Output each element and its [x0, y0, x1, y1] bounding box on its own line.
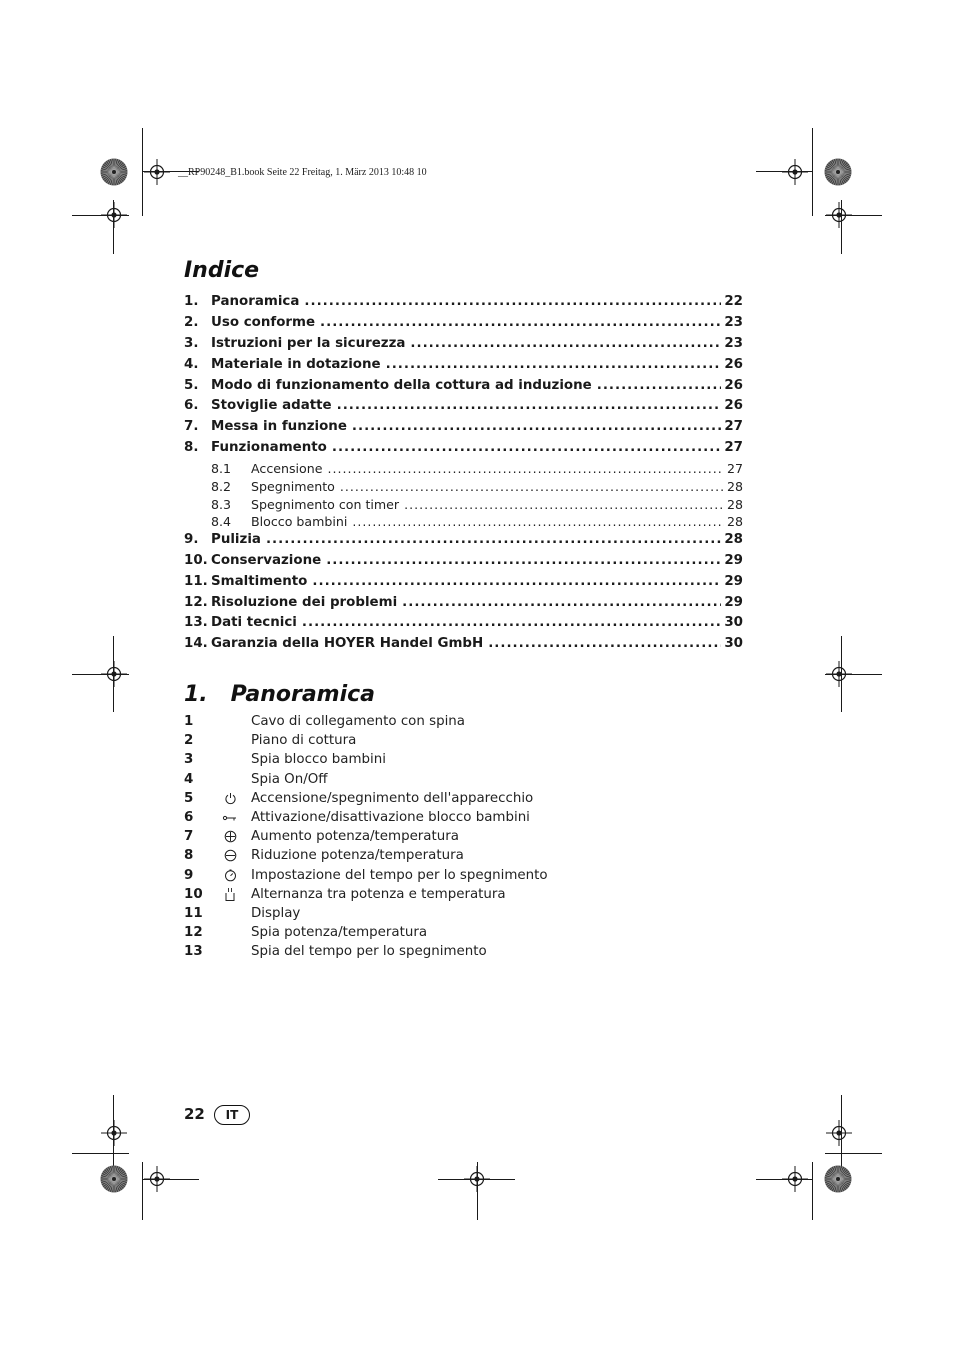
toc-entry-title: Dati tecnici — [211, 615, 297, 631]
parts-list-item — [184, 885, 744, 904]
minus-circle-icon — [209, 849, 251, 862]
toc-entry-number: 8.4 — [211, 514, 232, 530]
toc-entry-title: Stoviglie adatte — [211, 398, 332, 414]
toc-dot-leader — [404, 497, 724, 512]
print-header: __RP90248_B1.book Seite 22 Freitag, 1. März 2013 10:48 10 — [178, 167, 427, 178]
color-bar-icon — [99, 1164, 129, 1194]
registration-mark-icon — [782, 159, 808, 185]
toc-entry-page: 23 — [724, 314, 743, 330]
crop-mark-line — [825, 215, 882, 216]
toc-entry-title: Uso conforme — [211, 314, 316, 330]
toc-entry — [184, 336, 743, 357]
crop-mark-line — [72, 215, 129, 216]
toc-entry — [184, 514, 743, 532]
toc-dot-leader — [410, 336, 721, 351]
toc-entry — [184, 479, 743, 497]
toc-dot-leader — [266, 532, 721, 547]
part-label: Cavo di collegamento con spina — [251, 714, 466, 730]
toc-entry-page: 28 — [724, 531, 743, 547]
part-label: Aumento potenza/temperatura — [251, 829, 459, 845]
parts-list-item — [184, 789, 744, 808]
crop-mark-line — [142, 1162, 143, 1220]
crop-mark-line — [841, 1095, 842, 1171]
parts-list-item — [184, 846, 744, 865]
toc-entry — [184, 497, 743, 515]
part-number: 4 — [184, 771, 194, 787]
toc-entry-number: 7. — [184, 419, 199, 435]
toc-entry — [184, 315, 743, 336]
toc-entry — [184, 532, 743, 553]
crop-mark-line — [841, 200, 842, 254]
toc-entry-title: Modo di funzionamento della cottura ad induzione — [211, 377, 592, 393]
toc-dot-leader — [326, 553, 721, 568]
toc-entry-title: Funzionamento — [211, 440, 327, 456]
parts-list-item — [184, 712, 744, 731]
toc-entry-number: 2. — [184, 314, 199, 330]
toc-dot-leader — [327, 461, 724, 476]
toc-entry-number: 6. — [184, 398, 199, 414]
part-label: Display — [251, 905, 301, 921]
toc-dot-leader — [302, 615, 721, 630]
toc-entry-number: 1. — [184, 294, 199, 309]
toc-entry-title: Istruzioni per la sicurezza — [211, 335, 406, 351]
toc-entry — [184, 461, 743, 479]
toc-dot-leader — [597, 378, 722, 393]
toc-entry — [184, 553, 743, 574]
part-number: 10 — [184, 886, 203, 902]
toc-entry-title: Smaltimento — [211, 573, 308, 589]
toc-entry — [184, 294, 743, 315]
toc-entry-page: 27 — [724, 440, 743, 456]
toc-entry-page: 26 — [724, 377, 743, 393]
toc-dot-leader — [386, 357, 722, 372]
parts-list-item — [184, 942, 744, 961]
toc-entry — [184, 574, 743, 595]
toc-entry-title: Accensione — [251, 461, 323, 477]
registration-mark-icon — [144, 159, 170, 185]
toc-title: Indice — [184, 258, 260, 283]
toc-dot-leader — [352, 419, 721, 434]
toc-entry — [184, 398, 743, 419]
part-label: Accensione/spegnimento dell'apparecchio — [251, 790, 534, 806]
color-bar-icon — [823, 1164, 853, 1194]
toc-entry-page: 30 — [724, 615, 743, 631]
crop-mark-line — [72, 674, 129, 675]
toc-entry-page: 29 — [724, 552, 743, 568]
toc-entry-number: 11. — [184, 573, 208, 589]
crop-mark-line — [756, 1179, 813, 1180]
part-label: Spia potenza/temperatura — [251, 925, 428, 941]
toc-dot-leader — [488, 636, 721, 651]
parts-list-item — [184, 750, 744, 769]
crop-mark-line — [756, 171, 813, 172]
overview-title: 1. Panoramica — [184, 682, 376, 707]
toc-entry-number: 12. — [184, 594, 208, 610]
parts-list — [184, 712, 744, 961]
part-label: Impostazione del tempo per lo spegnimento — [251, 867, 548, 883]
toc-dot-leader — [312, 574, 721, 589]
crop-mark-line — [113, 200, 114, 254]
parts-list-item — [184, 904, 744, 923]
toc-dot-leader — [337, 398, 722, 413]
part-number: 3 — [184, 752, 194, 768]
registration-mark-icon — [101, 1120, 127, 1146]
parts-list-item — [184, 731, 744, 750]
toc-entry-number: 14. — [184, 636, 208, 652]
toc-dot-leader — [352, 514, 724, 529]
toc-entry-number: 10. — [184, 552, 208, 568]
part-label: Spia blocco bambini — [251, 752, 386, 768]
timer-icon — [209, 869, 251, 882]
crop-mark-line — [142, 128, 143, 216]
toc-entry-page: 23 — [724, 335, 743, 351]
parts-list-item — [184, 923, 744, 942]
toc-dot-leader — [320, 315, 721, 330]
color-bar-icon — [99, 157, 129, 187]
toc-entry-page: 27 — [724, 419, 743, 435]
toc-dot-leader — [332, 440, 721, 455]
crop-mark-line — [812, 1162, 813, 1220]
toc-entry-title: Messa in funzione — [211, 419, 347, 435]
toc-entry-number: 5. — [184, 377, 199, 393]
toc-entry-number: 8.3 — [211, 496, 232, 512]
part-label: Attivazione/disattivazione blocco bambini — [251, 810, 530, 826]
toc-entry-page: 28 — [726, 514, 743, 530]
toc-entry-number: 8.2 — [211, 478, 232, 494]
toc-entry-title: Conservazione — [211, 552, 322, 568]
crop-mark-line — [825, 1153, 882, 1154]
toc-entry-page: 27 — [726, 461, 743, 477]
plus-circle-icon — [209, 830, 251, 843]
toc-entry-page: 22 — [724, 294, 743, 309]
toc-entry-page: 29 — [724, 573, 743, 589]
toc-entry-title: Materiale in dotazione — [211, 356, 381, 372]
color-bar-icon — [823, 157, 853, 187]
toc-entry-number: 8. — [184, 440, 199, 456]
toc-entry-title: Spegnimento con timer — [251, 496, 400, 512]
toc-entry-page: 28 — [726, 496, 743, 512]
part-label: Spia On/Off — [251, 771, 328, 787]
crop-mark-line — [113, 1095, 114, 1171]
toc-entry — [184, 378, 743, 399]
toc-entry-title: Panoramica — [211, 294, 300, 309]
toc-entry-number: 8.1 — [211, 461, 232, 477]
part-number: 13 — [184, 944, 203, 960]
toc-entry-number: 13. — [184, 615, 208, 631]
toc-entry-title: Spegnimento — [251, 478, 335, 494]
toc-entry-page: 29 — [724, 594, 743, 610]
toc-dot-leader — [340, 479, 724, 494]
crop-mark-line — [477, 1162, 478, 1220]
part-number: 2 — [184, 733, 194, 749]
part-label: Piano di cottura — [251, 733, 357, 749]
crop-mark-line — [142, 1179, 199, 1180]
toc-entry-number: 9. — [184, 531, 199, 547]
crop-mark-line — [812, 128, 813, 216]
language-badge: IT — [214, 1105, 250, 1125]
crop-mark-line — [113, 636, 114, 712]
toc-entry — [184, 440, 743, 461]
part-number: 12 — [184, 925, 203, 941]
crop-mark-line — [841, 636, 842, 712]
part-label: Alternanza tra potenza e temperatura — [251, 886, 506, 902]
toc-entry — [184, 615, 743, 636]
toc-entry-title: Blocco bambini — [251, 514, 348, 530]
toc-entry — [184, 419, 743, 440]
toc-entry-title: Risoluzione dei problemi — [211, 594, 398, 610]
toc-entry-title: Garanzia della HOYER Handel GmbH — [211, 636, 484, 652]
parts-list-item — [184, 770, 744, 789]
key-icon — [209, 814, 251, 822]
part-number: 1 — [184, 714, 194, 730]
parts-list-item — [184, 808, 744, 827]
power-icon — [209, 792, 251, 805]
part-number: 7 — [184, 829, 194, 845]
part-label: Riduzione potenza/temperatura — [251, 848, 464, 864]
table-of-contents — [184, 294, 743, 657]
crop-mark-line — [825, 674, 882, 675]
toc-entry — [184, 595, 743, 616]
toc-entry-number: 3. — [184, 335, 199, 351]
crop-mark-line — [72, 1153, 129, 1154]
toc-dot-leader — [304, 294, 721, 309]
part-number: 11 — [184, 905, 203, 921]
toc-dot-leader — [402, 595, 721, 610]
registration-mark-icon — [826, 1120, 852, 1146]
toc-entry-title: Pulizia — [211, 531, 261, 547]
page-number: 22 — [184, 1105, 205, 1123]
toc-entry — [184, 357, 743, 378]
part-number: 8 — [184, 848, 194, 864]
toc-entry-number: 4. — [184, 356, 199, 372]
parts-list-item — [184, 827, 744, 846]
toc-entry-page: 28 — [726, 478, 743, 494]
part-number: 5 — [184, 790, 194, 806]
part-number: 9 — [184, 867, 194, 883]
toc-entry-page: 30 — [724, 636, 743, 652]
toc-entry-page: 26 — [724, 398, 743, 414]
function-select-icon — [209, 887, 251, 902]
toc-entry-page: 26 — [724, 356, 743, 372]
part-label: Spia del tempo per lo spegnimento — [251, 944, 487, 960]
toc-entry — [184, 636, 743, 657]
part-number: 6 — [184, 810, 194, 826]
parts-list-item — [184, 866, 744, 885]
